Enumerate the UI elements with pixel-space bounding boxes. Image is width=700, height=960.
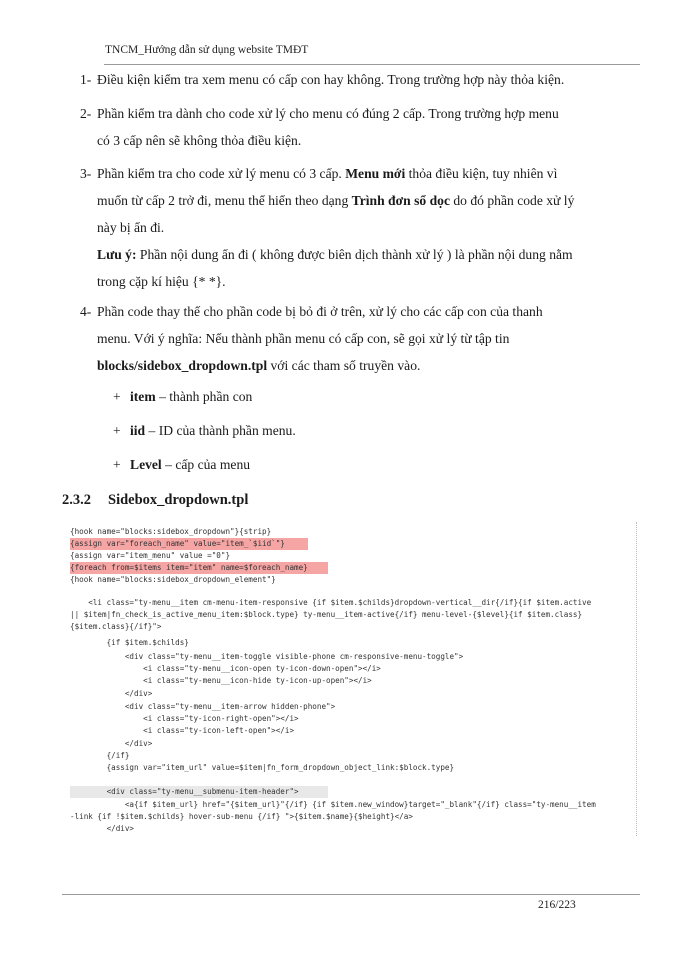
code-line: {$item.class}{/if}"> [70, 622, 162, 631]
item-text-line-1: Phần code thay thế cho phần code bị bỏ đi ở trên, xử lý cho các cấp con của thanh [97, 304, 543, 319]
code-line: <a{if $item_url} href="{$item_url}"{/if} {if $item.new_window}target="_blank"{/if} class="ty-menu__item [70, 800, 596, 809]
item-text: Điều kiện kiểm tra xem menu có cấp con hay không. Trong trường hợp này thỏa kiện. [97, 72, 565, 87]
code-line: <li class="ty-menu__item cm-menu-item-responsive {if $item.$childs}dropdown-vertical__dir{/if}{if $item.active [70, 598, 592, 607]
list-item-3 [80, 160, 645, 241]
list-item-1 [80, 66, 645, 93]
item-number: 4- [80, 304, 92, 319]
code-screenshot [62, 522, 637, 836]
running-header: TNCM_Hướng dẫn sử dụng website TMĐT [105, 44, 309, 56]
item-text-line-3: này bị ẩn đi. [97, 220, 165, 235]
code-line: -link {if !$item.$childs} hover-sub-menu {/if} ">{$item.$name}{$height}</a> [70, 812, 413, 821]
item-number: 3- [80, 166, 92, 181]
section-heading: 2.3.2 Sidebox_dropdown.tpl [62, 492, 249, 508]
code-line: <i class="ty-icon-right-open"></i> [70, 714, 299, 723]
item-text-line-3: blocks/sidebox_dropdown.tpl với các tham số truyền vào. [97, 358, 421, 373]
note-paragraph: Lưu ý: Phần nội dung ẩn đi ( không được biên dịch thành xử lý ) là phần nội dung nằm trong cặp kí hiệu {* *}. [97, 247, 573, 289]
code-line: {/if} [70, 751, 130, 760]
note-label: Lưu ý: [97, 247, 137, 262]
header-divider [104, 64, 640, 65]
param-item: + item – thành phần con [113, 389, 253, 404]
code-line-highlighted: {foreach from=$items item="item" name=$foreach_name} [70, 562, 328, 574]
code-line: {hook name="blocks:sidebox_dropdown"}{strip} [70, 527, 272, 536]
code-line: <i class="ty-icon-left-open"></i> [70, 726, 295, 735]
code-line: </div> [70, 824, 135, 833]
item-text-line-1: Phần kiểm tra cho code xử lý menu có 3 cấp. Menu mới thỏa điều kiện, tuy nhiên vì [97, 166, 558, 181]
code-line: {assign var="item_menu" value ="0"} [70, 551, 231, 560]
param-level: + Level – cấp của menu [113, 457, 251, 472]
code-line: </div> [70, 689, 153, 698]
item-text-line-1: Phần kiểm tra dành cho code xử lý cho menu có đúng 2 cấp. Trong trường hợp menu [97, 106, 559, 121]
code-line: || $item|fn_check_is_active_menu_item:$block.type} ty-menu__item-active{/if} menu-level-{$level}{if $item.class} [70, 610, 583, 619]
code-line-highlighted: {assign var="foreach_name" value="item_`$iid`"} [70, 538, 308, 550]
item-text-line-2: muốn từ cấp 2 trở đi, menu thể hiển theo dạng Trình đơn sổ dọc do đó phần code xử lý [97, 193, 575, 208]
item-text-line-2: menu. Với ý nghĩa: Nếu thành phần menu có cấp con, sẽ gọi xử lý từ tập tin [97, 331, 510, 346]
code-line: <div class="ty-menu__item-toggle visible-phone cm-responsive-menu-toggle"> [70, 652, 464, 661]
param-iid: + iid – ID của thành phần menu. [113, 423, 296, 438]
list-item-2 [80, 100, 645, 154]
code-line: </div> [70, 739, 153, 748]
bold-filename: blocks/sidebox_dropdown.tpl [97, 358, 268, 373]
code-line-highlighted: <div class="ty-menu__submenu-item-header"> [70, 786, 328, 798]
code-line: <div class="ty-menu__item-arrow hidden-phone"> [70, 702, 336, 711]
code-line: {assign var="item_url" value=$item|fn_form_dropdown_object_link:$block.type} [70, 763, 455, 772]
item-number: 1- [80, 72, 92, 87]
list-item-4 [80, 298, 645, 379]
page-number: 216/223 [538, 899, 576, 911]
item-number: 2- [80, 106, 92, 121]
item-text-line-2: có 3 cấp nên sẽ không thỏa điều kiện. [97, 133, 302, 148]
bold-trinh-don: Trình đơn sổ dọc [351, 193, 450, 208]
code-line: {if $item.$childs} [70, 638, 189, 647]
code-line: {hook name="blocks:sidebox_dropdown_element"} [70, 575, 276, 584]
footer-divider [62, 894, 640, 895]
code-line: <i class="ty-menu__icon-open ty-icon-down-open"></i> [70, 664, 381, 673]
bold-menu-moi: Menu mới [345, 166, 406, 181]
code-line: <i class="ty-menu__icon-hide ty-icon-up-open"></i> [70, 676, 372, 685]
